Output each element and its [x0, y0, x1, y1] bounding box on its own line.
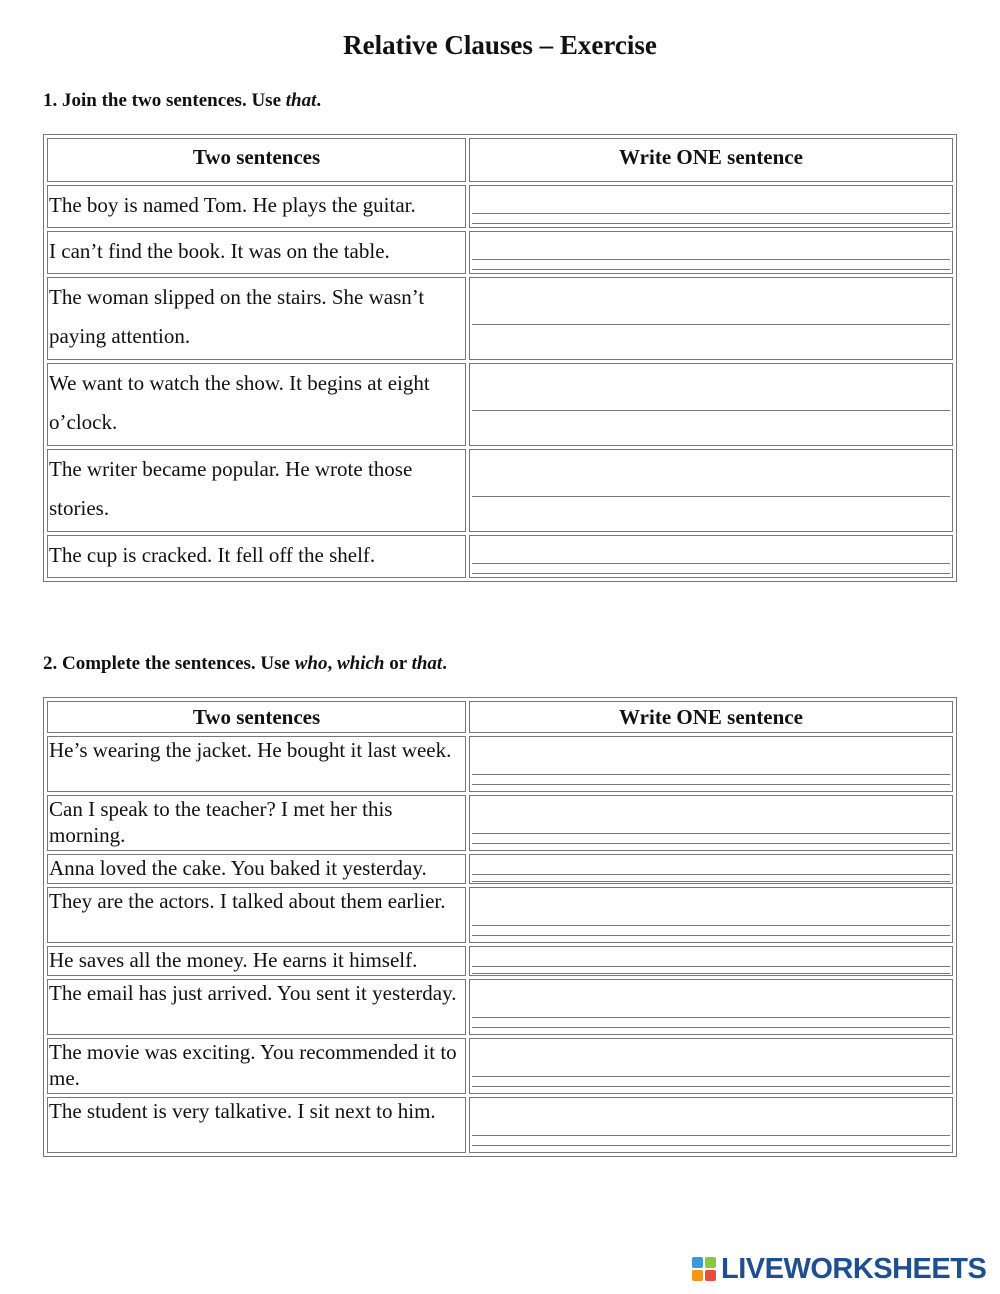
answer-line [472, 1076, 950, 1077]
table-row [47, 277, 953, 360]
table-row [47, 185, 953, 228]
answer-line [472, 774, 950, 775]
logo-square-icon [705, 1270, 716, 1281]
prompt-sentences: Can I speak to the teacher? I met her this morning. [47, 795, 466, 851]
section1-instruction: 1. Join the two sentences. Use that. [43, 90, 322, 111]
prompt-sentences: The email has just arrived. You sent it yesterday. [47, 979, 466, 1035]
prompt-sentences: They are the actors. I talked about them earlier. [47, 887, 466, 943]
table-row [47, 887, 953, 943]
prompt-sentences: The woman slipped on the stairs. She wasn’t paying attention. [47, 277, 466, 360]
answer-line [472, 213, 950, 214]
header-write-one-sentence: Write ONE sentence [469, 138, 953, 182]
prompt-sentences: We want to watch the show. It begins at eight o’clock. [47, 363, 466, 446]
answer-line [472, 784, 950, 785]
table-row [47, 736, 953, 792]
answer-line [472, 324, 950, 325]
prompt-sentences: The boy is named Tom. He plays the guitar. [47, 185, 466, 228]
answer-line [472, 1135, 950, 1136]
answer-line [472, 269, 950, 270]
answer-field[interactable] [469, 1097, 953, 1153]
answer-line [472, 496, 950, 497]
answer-field[interactable] [469, 535, 953, 578]
answer-line [472, 1086, 950, 1087]
logo-square-icon [705, 1257, 716, 1268]
section2-instruction: 2. Complete the sentences. Use who, which or that. [43, 653, 447, 674]
answer-line [472, 573, 950, 574]
answer-line [472, 259, 950, 260]
table-row [47, 1097, 953, 1153]
exercise1-table [43, 134, 957, 582]
prompt-sentences: The movie was exciting. You recommended it to me. [47, 1038, 466, 1094]
answer-field[interactable] [469, 277, 953, 360]
answer-line [472, 843, 950, 844]
prompt-sentences: He’s wearing the jacket. He bought it last week. [47, 736, 466, 792]
answer-field[interactable] [469, 946, 953, 976]
table-row [47, 231, 953, 274]
answer-field[interactable] [469, 887, 953, 943]
answer-line [472, 833, 950, 834]
prompt-sentences: Anna loved the cake. You baked it yesterday. [47, 854, 466, 884]
answer-line [472, 925, 950, 926]
answer-line [472, 973, 950, 974]
page-title: Relative Clauses – Exercise [343, 30, 657, 60]
answer-line [472, 881, 950, 882]
prompt-sentences: I can’t find the book. It was on the table. [47, 231, 466, 274]
table-row [47, 979, 953, 1035]
answer-line [472, 223, 950, 224]
table-row [47, 363, 953, 446]
table-header-row [47, 138, 953, 182]
prompt-sentences: He saves all the money. He earns it himself. [47, 946, 466, 976]
answer-line [472, 410, 950, 411]
answer-field[interactable] [469, 449, 953, 532]
exercise2-table [43, 697, 957, 1157]
table-row [47, 1038, 953, 1094]
answer-line [472, 935, 950, 936]
answer-field[interactable] [469, 736, 953, 792]
prompt-sentences: The student is very talkative. I sit next to him. [47, 1097, 466, 1153]
answer-line [472, 874, 950, 875]
header-two-sentences: Two sentences [47, 138, 466, 182]
header-write-one-sentence: Write ONE sentence [469, 701, 953, 733]
liveworksheets-logo-icon [692, 1257, 716, 1281]
table-row [47, 946, 953, 976]
table-row [47, 449, 953, 532]
answer-field[interactable] [469, 795, 953, 851]
logo-wordmark: LIVEWORKSHEETS [721, 1252, 987, 1285]
answer-field[interactable] [469, 854, 953, 884]
answer-line [472, 1145, 950, 1146]
table-row [47, 535, 953, 578]
prompt-sentences: The cup is cracked. It fell off the shelf. [47, 535, 466, 578]
table-row [47, 795, 953, 851]
logo-square-icon [692, 1257, 703, 1268]
header-two-sentences: Two sentences [47, 701, 466, 733]
logo-square-icon [692, 1270, 703, 1281]
answer-line [472, 1017, 950, 1018]
liveworksheets-logo[interactable] [692, 1254, 986, 1284]
answer-line [472, 1027, 950, 1028]
answer-field[interactable] [469, 231, 953, 274]
answer-field[interactable] [469, 363, 953, 446]
answer-line [472, 966, 950, 967]
answer-field[interactable] [469, 979, 953, 1035]
table-row [47, 854, 953, 884]
table-header-row [47, 701, 953, 733]
answer-field[interactable] [469, 185, 953, 228]
answer-field[interactable] [469, 1038, 953, 1094]
answer-line [472, 563, 950, 564]
prompt-sentences: The writer became popular. He wrote those stories. [47, 449, 466, 532]
